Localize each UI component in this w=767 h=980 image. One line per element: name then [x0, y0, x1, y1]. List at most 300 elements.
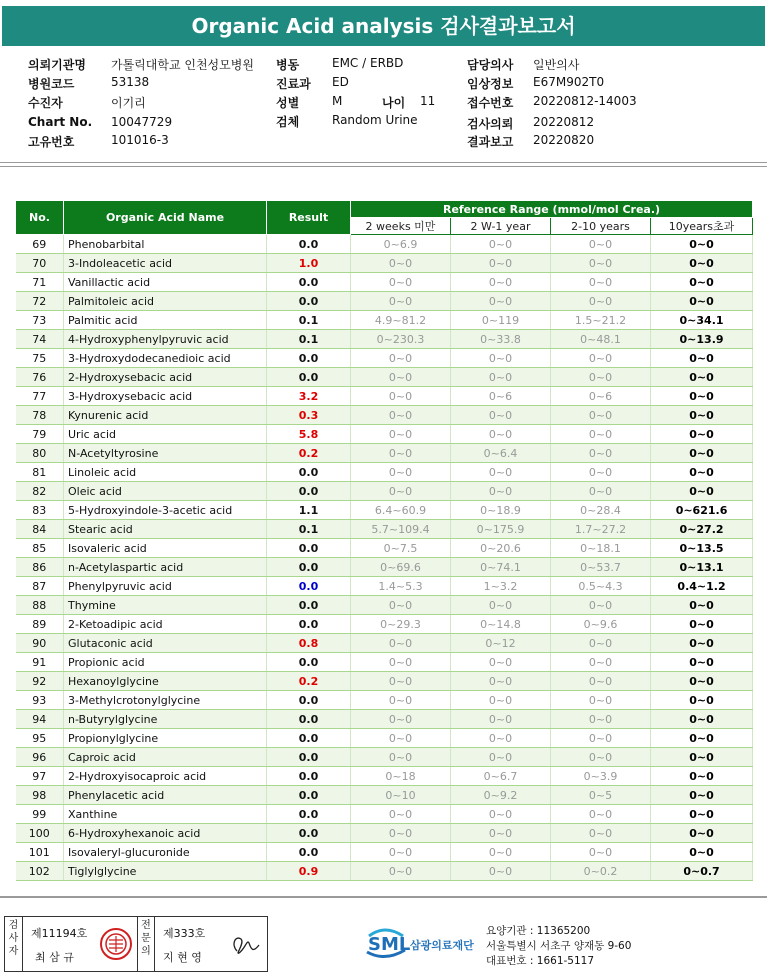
row-result: 1.0 [267, 254, 351, 273]
divider [0, 896, 767, 898]
row-ref-2weeks: 0~0 [351, 368, 451, 387]
patient-value: 이기리 [111, 96, 146, 110]
table-row [16, 349, 753, 368]
row-ref-2-10y: 0~0 [551, 748, 651, 767]
row-ref-10y: 0.4~1.2 [651, 577, 753, 596]
row-ref-10y: 0~0 [651, 653, 753, 672]
row-ref-2w-1y: 0~0 [451, 273, 551, 292]
row-ref-2weeks: 0~0 [351, 406, 451, 425]
row-ref-2weeks: 0~0 [351, 292, 451, 311]
row-ref-2w-1y: 0~0 [451, 596, 551, 615]
institution-value: 가톨릭대학교 인천성모병원 [111, 58, 254, 72]
row-result: 0.0 [267, 292, 351, 311]
row-ref-2-10y: 0~28.4 [551, 501, 651, 520]
header-result: Result [267, 201, 351, 235]
receipt-no-value: 20220812-14003 [533, 94, 637, 108]
row-ref-2w-1y: 0~20.6 [451, 539, 551, 558]
row-result: 0.1 [267, 311, 351, 330]
row-result: 0.2 [267, 444, 351, 463]
department-value: ED [332, 75, 349, 89]
row-ref-10y: 0~0 [651, 444, 753, 463]
row-acid-name: Phenylacetic acid [64, 786, 267, 805]
row-result: 0.0 [267, 615, 351, 634]
table-row [16, 387, 753, 406]
signature-box [4, 916, 268, 972]
row-no: 96 [16, 748, 64, 767]
row-ref-2w-1y: 0~0 [451, 463, 551, 482]
row-no: 93 [16, 691, 64, 710]
row-ref-2weeks: 5.7~109.4 [351, 520, 451, 539]
table-row [16, 824, 753, 843]
row-ref-10y: 0~0 [651, 292, 753, 311]
row-ref-10y: 0~0 [651, 786, 753, 805]
table-row [16, 311, 753, 330]
row-ref-2-10y: 0~18.1 [551, 539, 651, 558]
row-acid-name: 3-Hydroxydodecanedioic acid [64, 349, 267, 368]
row-ref-2weeks: 0~0 [351, 710, 451, 729]
row-acid-name: 3-Methylcrotonylglycine [64, 691, 267, 710]
row-ref-2w-1y: 0~0 [451, 349, 551, 368]
row-ref-2-10y: 0~0 [551, 843, 651, 862]
sex-value: M [332, 94, 343, 108]
row-ref-2-10y: 1.5~21.2 [551, 311, 651, 330]
row-ref-2w-1y: 0~9.2 [451, 786, 551, 805]
row-no: 95 [16, 729, 64, 748]
chart-no-label: Chart No. [28, 115, 93, 129]
row-ref-2-10y: 0~0 [551, 482, 651, 501]
row-no: 89 [16, 615, 64, 634]
row-ref-2-10y: 0~0 [551, 444, 651, 463]
row-ref-10y: 0~13.9 [651, 330, 753, 349]
row-ref-10y: 0~621.6 [651, 501, 753, 520]
receipt-no-label: 접수번호 [467, 96, 514, 110]
row-ref-10y: 0~0 [651, 596, 753, 615]
row-ref-2-10y: 0~0 [551, 824, 651, 843]
row-ref-2weeks: 0~10 [351, 786, 451, 805]
report-date-label: 결과보고 [467, 135, 514, 149]
row-ref-2weeks: 0~0 [351, 748, 451, 767]
row-no: 79 [16, 425, 64, 444]
row-ref-2weeks: 0~18 [351, 767, 451, 786]
row-no: 86 [16, 558, 64, 577]
specimen-value: Random Urine [332, 113, 418, 127]
row-no: 81 [16, 463, 64, 482]
row-ref-10y: 0~0 [651, 406, 753, 425]
specimen-label: 검체 [276, 115, 300, 129]
row-ref-10y: 0~13.1 [651, 558, 753, 577]
row-acid-name: Hexanoylglycine [64, 672, 267, 691]
chart-no-value: 10047729 [111, 115, 173, 129]
row-ref-2w-1y: 0~12 [451, 634, 551, 653]
row-ref-10y: 0~0 [651, 254, 753, 273]
row-ref-2w-1y: 0~0 [451, 368, 551, 387]
row-ref-10y: 0~13.5 [651, 539, 753, 558]
row-no: 84 [16, 520, 64, 539]
row-result: 0.8 [267, 634, 351, 653]
row-acid-name: Propionylglycine [64, 729, 267, 748]
table-row [16, 254, 753, 273]
row-ref-2w-1y: 0~119 [451, 311, 551, 330]
row-no: 71 [16, 273, 64, 292]
row-ref-2w-1y: 0~0 [451, 824, 551, 843]
row-acid-name: 2-Hydroxysebacic acid [64, 368, 267, 387]
row-result: 0.0 [267, 843, 351, 862]
row-ref-2-10y: 0~5 [551, 786, 651, 805]
row-ref-2-10y: 0.5~4.3 [551, 577, 651, 596]
row-result: 0.0 [267, 235, 351, 254]
row-ref-2-10y: 0~0 [551, 254, 651, 273]
row-no: 87 [16, 577, 64, 596]
row-ref-10y: 0~0 [651, 805, 753, 824]
row-ref-2w-1y: 0~0 [451, 235, 551, 254]
header-ref-2weeks: 2 weeks 미만 [351, 218, 451, 235]
row-result: 0.0 [267, 653, 351, 672]
row-ref-2w-1y: 0~0 [451, 482, 551, 501]
row-ref-2-10y: 0~9.6 [551, 615, 651, 634]
header-reference: Reference Range (mmol/mol Crea.) [351, 201, 753, 218]
row-ref-10y: 0~0 [651, 615, 753, 634]
row-acid-name: Phenylpyruvic acid [64, 577, 267, 596]
row-ref-2weeks: 0~0 [351, 425, 451, 444]
row-acid-name: Linoleic acid [64, 463, 267, 482]
row-ref-2-10y: 0~0 [551, 710, 651, 729]
doctor-label: 담당의사 [467, 58, 514, 72]
row-no: 98 [16, 786, 64, 805]
table-row [16, 444, 753, 463]
row-ref-2-10y: 0~53.7 [551, 558, 651, 577]
row-ref-2-10y: 0~6 [551, 387, 651, 406]
row-ref-2weeks: 0~6.9 [351, 235, 451, 254]
row-ref-2-10y: 0~0 [551, 273, 651, 292]
row-ref-10y: 0~0 [651, 368, 753, 387]
row-acid-name: Isovaleric acid [64, 539, 267, 558]
row-ref-2w-1y: 0~0 [451, 729, 551, 748]
row-no: 99 [16, 805, 64, 824]
row-ref-2w-1y: 1~3.2 [451, 577, 551, 596]
header-ref-2w-1y: 2 W-1 year [451, 218, 551, 235]
row-result: 0.0 [267, 368, 351, 387]
row-result: 0.0 [267, 596, 351, 615]
row-ref-10y: 0~0 [651, 634, 753, 653]
institution-label: 의뢰기관명 [28, 58, 86, 72]
age-label: 나이 [382, 96, 406, 110]
age-value: 11 [420, 94, 436, 108]
row-result: 0.1 [267, 330, 351, 349]
org-address: 서울특별시 서초구 양재동 9-60 [486, 940, 632, 952]
table-row [16, 767, 753, 786]
row-ref-2weeks: 0~0 [351, 729, 451, 748]
row-ref-10y: 0~34.1 [651, 311, 753, 330]
row-ref-2weeks: 0~29.3 [351, 615, 451, 634]
row-ref-10y: 0~0 [651, 672, 753, 691]
row-acid-name: 6-Hydroxyhexanoic acid [64, 824, 267, 843]
row-acid-name: Glutaconic acid [64, 634, 267, 653]
row-no: 75 [16, 349, 64, 368]
ward-value: EMC / ERBD [332, 56, 404, 70]
header-ref-10y: 10years초과 [651, 218, 753, 235]
row-ref-2weeks: 0~0 [351, 349, 451, 368]
hospital-code-value: 53138 [111, 75, 150, 89]
header-no: No. [16, 201, 64, 235]
table-row [16, 748, 753, 767]
row-result: 0.0 [267, 710, 351, 729]
row-ref-2weeks: 0~0 [351, 805, 451, 824]
row-result: 0.0 [267, 273, 351, 292]
table-row [16, 843, 753, 862]
table-row [16, 577, 753, 596]
red-seal-icon [99, 925, 133, 963]
table-row [16, 786, 753, 805]
row-no: 77 [16, 387, 64, 406]
row-no: 76 [16, 368, 64, 387]
table-row [16, 710, 753, 729]
sml-logo-text: SML [368, 934, 411, 955]
hospital-code-label: 병원코드 [28, 77, 75, 91]
divider [0, 162, 767, 163]
row-ref-2w-1y: 0~0 [451, 292, 551, 311]
row-result: 0.0 [267, 577, 351, 596]
row-no: 91 [16, 653, 64, 672]
row-ref-2-10y: 0~0 [551, 235, 651, 254]
row-result: 3.2 [267, 387, 351, 406]
row-result: 1.1 [267, 501, 351, 520]
row-ref-2w-1y: 0~74.1 [451, 558, 551, 577]
row-ref-2-10y: 0~0 [551, 425, 651, 444]
ward-label: 병동 [276, 58, 300, 72]
row-acid-name: Thymine [64, 596, 267, 615]
row-ref-2w-1y: 0~0 [451, 843, 551, 862]
row-no: 92 [16, 672, 64, 691]
row-ref-2w-1y: 0~0 [451, 672, 551, 691]
row-ref-2w-1y: 0~0 [451, 862, 551, 881]
row-ref-10y: 0~0 [651, 273, 753, 292]
table-row [16, 292, 753, 311]
row-ref-2weeks: 0~0 [351, 824, 451, 843]
row-ref-2-10y: 0~0 [551, 691, 651, 710]
unique-no-label: 고유번호 [28, 135, 75, 149]
examiner-label: 검사자 [5, 917, 23, 971]
row-acid-name: 2-Ketoadipic acid [64, 615, 267, 634]
row-no: 78 [16, 406, 64, 425]
row-ref-2w-1y: 0~0 [451, 406, 551, 425]
clinical-info-label: 임상정보 [467, 77, 514, 91]
table-row [16, 691, 753, 710]
row-ref-10y: 0~0 [651, 482, 753, 501]
clinical-info-value: E67M902T0 [533, 75, 605, 89]
row-no: 102 [16, 862, 64, 881]
unique-no-value: 101016-3 [111, 133, 169, 147]
row-result: 0.0 [267, 767, 351, 786]
row-ref-10y: 0~27.2 [651, 520, 753, 539]
table-row [16, 482, 753, 501]
row-no: 100 [16, 824, 64, 843]
row-ref-2w-1y: 0~6 [451, 387, 551, 406]
row-acid-name: Palmitoleic acid [64, 292, 267, 311]
row-ref-2-10y: 0~3.9 [551, 767, 651, 786]
table-row [16, 501, 753, 520]
table-row [16, 634, 753, 653]
row-result: 0.0 [267, 786, 351, 805]
row-ref-2weeks: 0~230.3 [351, 330, 451, 349]
row-acid-name: Vanillactic acid [64, 273, 267, 292]
row-ref-2weeks: 0~0 [351, 596, 451, 615]
table-row [16, 653, 753, 672]
row-ref-10y: 0~0 [651, 235, 753, 254]
row-ref-2w-1y: 0~6.7 [451, 767, 551, 786]
signature-icon [227, 931, 263, 961]
row-result: 0.0 [267, 729, 351, 748]
row-ref-2-10y: 0~0 [551, 596, 651, 615]
table-row [16, 729, 753, 748]
row-ref-10y: 0~0 [651, 710, 753, 729]
confirmer-label: 전문의 [137, 917, 155, 971]
row-ref-2weeks: 0~0 [351, 691, 451, 710]
row-ref-2w-1y: 0~14.8 [451, 615, 551, 634]
row-no: 94 [16, 710, 64, 729]
org-contact [486, 924, 631, 969]
row-ref-2w-1y: 0~0 [451, 425, 551, 444]
row-ref-2weeks: 1.4~5.3 [351, 577, 451, 596]
row-acid-name: Oleic acid [64, 482, 267, 501]
header-ref-2-10y: 2-10 years [551, 218, 651, 235]
row-ref-2-10y: 0~0 [551, 805, 651, 824]
row-ref-2weeks: 0~0 [351, 254, 451, 273]
row-no: 82 [16, 482, 64, 501]
row-result: 0.9 [267, 862, 351, 881]
org-name: 삼광의료재단 [410, 939, 474, 952]
row-no: 97 [16, 767, 64, 786]
row-ref-10y: 0~0 [651, 843, 753, 862]
examiner-license: 제11194호 [31, 927, 88, 940]
row-ref-2w-1y: 0~0 [451, 748, 551, 767]
row-ref-2w-1y: 0~6.4 [451, 444, 551, 463]
row-ref-10y: 0~0 [651, 729, 753, 748]
row-acid-name: n-Acetylaspartic acid [64, 558, 267, 577]
row-no: 101 [16, 843, 64, 862]
row-ref-2-10y: 0~0 [551, 653, 651, 672]
row-ref-10y: 0~0 [651, 824, 753, 843]
row-ref-2w-1y: 0~0 [451, 653, 551, 672]
divider [0, 166, 767, 167]
row-ref-2weeks: 0~0 [351, 843, 451, 862]
row-ref-2weeks: 0~0 [351, 463, 451, 482]
table-row [16, 596, 753, 615]
row-result: 0.0 [267, 558, 351, 577]
table-row [16, 235, 753, 254]
row-ref-2weeks: 0~0 [351, 482, 451, 501]
row-acid-name: Xanthine [64, 805, 267, 824]
row-no: 90 [16, 634, 64, 653]
row-ref-2-10y: 0~0 [551, 729, 651, 748]
request-date-value: 20220812 [533, 115, 595, 129]
row-ref-2weeks: 0~0 [351, 672, 451, 691]
row-no: 69 [16, 235, 64, 254]
row-ref-2-10y: 0~0 [551, 349, 651, 368]
row-result: 0.0 [267, 748, 351, 767]
row-ref-10y: 0~0 [651, 463, 753, 482]
row-result: 0.0 [267, 691, 351, 710]
row-ref-2weeks: 0~0 [351, 444, 451, 463]
row-result: 0.2 [267, 672, 351, 691]
row-ref-2weeks: 4.9~81.2 [351, 311, 451, 330]
row-result: 0.0 [267, 805, 351, 824]
row-ref-2-10y: 0~0 [551, 406, 651, 425]
table-row [16, 558, 753, 577]
row-no: 73 [16, 311, 64, 330]
row-acid-name: 4-Hydroxyphenylpyruvic acid [64, 330, 267, 349]
row-acid-name: N-Acetyltyrosine [64, 444, 267, 463]
org-phone: 대표번호 : 1661-5117 [486, 955, 595, 967]
table-row [16, 368, 753, 387]
row-ref-10y: 0~0 [651, 349, 753, 368]
table-row [16, 539, 753, 558]
row-acid-name: 2-Hydroxyisocaproic acid [64, 767, 267, 786]
row-ref-2w-1y: 0~0 [451, 254, 551, 273]
patient-label: 수진자 [28, 96, 63, 110]
row-ref-2weeks: 0~0 [351, 273, 451, 292]
row-ref-10y: 0~0 [651, 691, 753, 710]
row-acid-name: Tiglylglycine [64, 862, 267, 881]
row-ref-10y: 0~0 [651, 425, 753, 444]
row-result: 5.8 [267, 425, 351, 444]
row-acid-name: 3-Hydroxysebacic acid [64, 387, 267, 406]
report-title: Organic Acid analysis 검사결과보고서 [2, 6, 765, 46]
row-acid-name: Caproic acid [64, 748, 267, 767]
row-ref-2weeks: 0~0 [351, 653, 451, 672]
row-ref-2weeks: 6.4~60.9 [351, 501, 451, 520]
row-no: 80 [16, 444, 64, 463]
row-ref-2weeks: 0~0 [351, 634, 451, 653]
table-row [16, 615, 753, 634]
row-acid-name: n-Butyrylglycine [64, 710, 267, 729]
department-label: 진료과 [276, 77, 311, 91]
row-acid-name: Isovaleryl-glucuronide [64, 843, 267, 862]
table-row [16, 520, 753, 539]
table-row [16, 805, 753, 824]
row-no: 70 [16, 254, 64, 273]
table-row [16, 425, 753, 444]
row-result: 0.0 [267, 482, 351, 501]
row-no: 72 [16, 292, 64, 311]
examiner-name: 최 삼 규 [35, 951, 74, 964]
row-acid-name: Uric acid [64, 425, 267, 444]
row-result: 0.1 [267, 520, 351, 539]
row-acid-name: 3-Indoleacetic acid [64, 254, 267, 273]
row-no: 74 [16, 330, 64, 349]
table-row [16, 463, 753, 482]
row-ref-2w-1y: 0~0 [451, 691, 551, 710]
table-row [16, 862, 753, 881]
header-name: Organic Acid Name [64, 201, 267, 235]
row-acid-name: Kynurenic acid [64, 406, 267, 425]
row-result: 0.0 [267, 463, 351, 482]
row-ref-2-10y: 0~48.1 [551, 330, 651, 349]
row-ref-2-10y: 0~0 [551, 368, 651, 387]
row-ref-10y: 0~0 [651, 387, 753, 406]
request-date-label: 검사의뢰 [467, 117, 514, 131]
patient-info [0, 54, 767, 154]
row-result: 0.0 [267, 824, 351, 843]
row-ref-2-10y: 0~0 [551, 634, 651, 653]
row-ref-2-10y: 0~0 [551, 292, 651, 311]
row-ref-10y: 0~0.7 [651, 862, 753, 881]
table-row [16, 406, 753, 425]
row-result: 0.0 [267, 349, 351, 368]
row-no: 88 [16, 596, 64, 615]
row-ref-2weeks: 0~0 [351, 387, 451, 406]
row-ref-2w-1y: 0~0 [451, 710, 551, 729]
sex-label: 성별 [276, 96, 300, 110]
